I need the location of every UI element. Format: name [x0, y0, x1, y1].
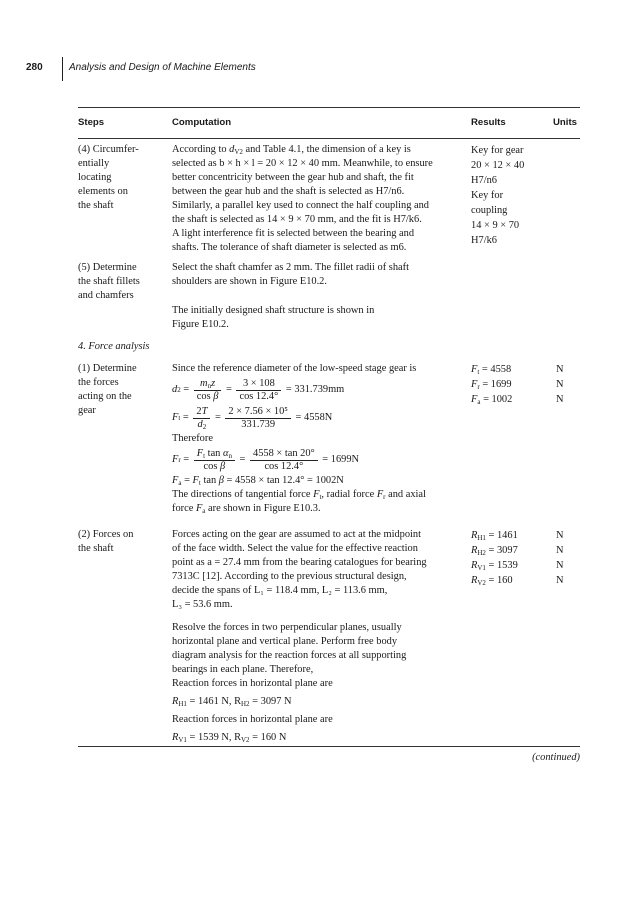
- unit-label: N: [556, 379, 564, 390]
- step-line: and chamfers: [78, 290, 134, 301]
- step-line: the forces: [78, 377, 119, 388]
- computation-line: force $F_a$ are shown in Figure E10.3.: [172, 503, 321, 515]
- computation-shaft-forces: [172, 528, 427, 612]
- step-circumferential: [78, 143, 139, 213]
- units-gear-forces: [556, 362, 564, 407]
- table-header-rule: [78, 138, 580, 139]
- step-line: (5) Determine: [78, 262, 137, 273]
- header-divider: [62, 57, 63, 81]
- result-rh2: $R_{H2} = 3097$: [471, 545, 518, 557]
- step-line: gear: [78, 405, 96, 416]
- result-fr: $F_r = 1699$: [471, 379, 512, 391]
- step-line: the shaft fillets: [78, 276, 140, 287]
- computation-line: diagram analysis for the reaction forces at all supporting: [172, 650, 407, 661]
- step-chamfers: [78, 261, 140, 303]
- computation-line: selected as b × h × l = 20 × 12 × 40 mm. Meanwhile, to ensure: [172, 158, 433, 169]
- result-line: 14 × 9 × 70: [471, 220, 520, 231]
- step-line: (1) Determine: [78, 363, 137, 374]
- result-fa: $F_a = 1002$: [471, 394, 513, 406]
- computation-line: Since the reference diameter of the low-speed stage gear is: [172, 363, 417, 374]
- result-line: H7/k6: [471, 235, 497, 246]
- computation-line: Reaction forces in horizontal plane are: [172, 714, 333, 725]
- computation-line: of the face width. Select the value for the effective reaction: [172, 543, 418, 554]
- computation-line: 7313C [12]. According to the previous structural design,: [172, 571, 407, 582]
- col-header-units: Units: [553, 117, 577, 128]
- computation-line: Resolve the forces in two perpendicular planes, usually: [172, 622, 402, 633]
- step-line: entially: [78, 158, 110, 169]
- units-shaft-forces: [556, 528, 564, 588]
- book-title: Analysis and Design of Machine Elements: [69, 62, 256, 73]
- result-rv1: $R_{V1} = 1539$: [471, 560, 518, 572]
- computation-line: Therefore: [172, 433, 213, 444]
- reaction-vertical-values: $R_{V1} = 1539$ N, $R_{V2} = 160$ N: [172, 732, 287, 744]
- fraction-d2-values: $\frac{3 \times 108}{\cos 12.4^\circ}$: [236, 378, 281, 403]
- fraction-fr-values: $\frac{4558 \times \tan 20^\circ}{\cos 12.4^\circ}$: [250, 448, 318, 473]
- ft-result: = 4558N: [295, 412, 333, 423]
- computation-line: decide the spans of L₁ = 118.4 mm, L₂ = 113.6 mm,: [172, 585, 388, 596]
- unit-label: N: [556, 545, 564, 556]
- fraction-mnz: $\frac{m_nz}{\text{cos β}}$: [194, 378, 222, 403]
- computation-line: Select the shaft chamfer as 2 mm. The fillet radii of shaft: [172, 262, 409, 273]
- computation-line: The initially designed shaft structure is shown in: [172, 305, 375, 316]
- continued-label: (continued): [532, 752, 580, 763]
- step-line: (2) Forces on: [78, 529, 134, 540]
- unit-label: N: [556, 394, 564, 405]
- computation-line: between the gear hub and the shaft is selected as H7/n6.: [172, 186, 405, 197]
- computation-line: shoulders are shown in Figure E10.2.: [172, 276, 327, 287]
- fr-result: = 1699N: [322, 454, 360, 465]
- result-rh1: $R_{H1} = 1461$: [471, 530, 518, 542]
- step-line: elements on: [78, 186, 128, 197]
- step-line: locating: [78, 172, 112, 183]
- computation-line: bearings in each plane. Therefore,: [172, 664, 314, 675]
- computation-line: the shaft is selected as 14 × 9 × 70 mm, and the fit is H7/k6.: [172, 214, 422, 225]
- step-line: (4) Circumfer-: [78, 144, 139, 155]
- result-line: coupling: [471, 205, 508, 216]
- results-shaft-forces: [471, 528, 518, 588]
- fraction-ft-values: $\frac{\text{2 × 7.56 × 10⁵}}{331.739}$: [225, 406, 291, 431]
- unit-label: N: [556, 530, 564, 541]
- result-line: 20 × 12 × 40: [471, 160, 525, 171]
- page-number: 280: [26, 62, 43, 73]
- computation-line: A light interference fit is selected between the bearing and: [172, 228, 415, 239]
- computation-line: According to $d_{V2}$ and Table 4.1, the dimension of a key is: [172, 144, 411, 156]
- unit-label: N: [556, 575, 564, 586]
- result-rv2: $R_{V2} = 160$: [471, 575, 513, 587]
- computation-line: horizontal plane and vertical plane. Perform free body: [172, 636, 398, 647]
- fraction-ft-tan: $\frac{F_t \tan \alpha_n}{\text{cos β}}$: [194, 448, 235, 473]
- result-line: Key for: [471, 190, 504, 201]
- running-header: [26, 62, 256, 73]
- col-header-computation: Computation: [172, 117, 232, 128]
- computation-shaft-forces-b: [172, 621, 406, 745]
- fraction-2t-d2: $\frac{2T}{d_2}$: [193, 406, 210, 431]
- step-line: the shaft: [78, 200, 114, 211]
- computation-line: Forces acting on the gear are assumed to act at the midpoint: [172, 529, 422, 540]
- col-header-results: Results: [471, 117, 506, 128]
- computation-line: L₃ = 53.6 mm.: [172, 599, 233, 610]
- equation-ft: F t = $\frac{2T}{d_2}$ = $\frac{\text{2 × 7.56 × 10⁵}}{331.739}$ = 4558N: [172, 405, 333, 431]
- result-line: H7/n6: [471, 175, 497, 186]
- equation-d2: d 2 = $\frac{m_nz}{\text{cos β}}$ = $\frac{3 \times 108}{\cos 12.4^\circ}$ = 331.739mm: [172, 377, 345, 402]
- computation-line: better concentricity between the gear hub and shaft, the fit: [172, 172, 414, 183]
- reaction-horizontal-values: $R_{H1} = 1461$ N, $R_{H2} = 3097$ N: [172, 696, 292, 708]
- table-top-rule: [78, 107, 580, 108]
- equation-fa: $F_a = F_t$ tan β = 4558 × tan 12.4° = 1002N: [172, 475, 344, 487]
- step-shaft-forces: [78, 528, 133, 556]
- results-circumferential: [471, 143, 524, 248]
- step-line: acting on the: [78, 391, 132, 402]
- equation-fr: F r = $\frac{F_t \tan \alpha_n}{\text{cos β}}$ = $\frac{4558 \times \tan 20^\circ}{\cos 12.4^\circ}$ = 1699N: [172, 447, 360, 472]
- result-line: Key for gear: [471, 145, 524, 156]
- computation-line: shafts. The tolerance of shaft diameter is selected as m6.: [172, 242, 407, 253]
- computation-line: Figure E10.2.: [172, 319, 229, 330]
- computation-line: Reaction forces in horizontal plane are: [172, 678, 333, 689]
- computation-circumferential: [172, 143, 433, 255]
- computation-line: Similarly, a parallel key used to connect the half coupling and: [172, 200, 429, 211]
- result-ft: $F_t = 4558$: [471, 364, 512, 376]
- step-gear-forces: [78, 362, 137, 418]
- table-bottom-rule: [78, 746, 580, 747]
- computation-line: The directions of tangential force $F_t$, radial force $F_r$ and axial: [172, 489, 426, 501]
- unit-label: N: [556, 364, 564, 375]
- col-header-steps: Steps: [78, 117, 105, 128]
- computation-chamfers-note: [172, 304, 374, 332]
- d2-result: = 331.739mm: [285, 384, 345, 395]
- results-gear-forces: [471, 362, 512, 407]
- computation-chamfers: [172, 261, 409, 289]
- step-line: the shaft: [78, 543, 114, 554]
- computation-line: point as a = 27.4 mm from the bearing catalogues for bearing: [172, 557, 427, 568]
- computation-gear-forces: [172, 362, 426, 516]
- unit-label: N: [556, 560, 564, 571]
- section-title-force-analysis: 4. Force analysis: [78, 341, 150, 352]
